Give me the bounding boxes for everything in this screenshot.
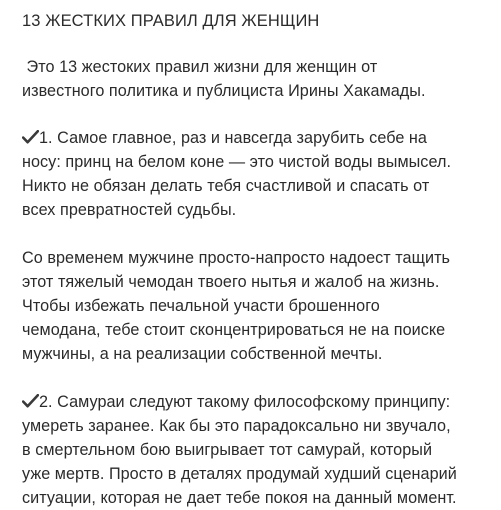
rule-1-line: 1. Самое главное, раз и навсегда зарубить себе на [39,129,427,147]
rule-1-cont-line: Со временем мужчине просто-напросто надоест тащить [22,249,451,267]
checkmark-icon [22,130,39,144]
rule-1-continued-paragraph [22,246,493,366]
rule-1-cont-line: этот тяжелый чемодан твоего нытья и жалоб на жизнь. [22,273,440,291]
rule-1-line: Никто не обязан делать тебя счастливой и спасать от [22,177,430,195]
rule-1-first-line [22,126,493,150]
intro-paragraph [22,55,493,103]
rule-1-cont-line: Чтобы избежать печальной участи брошенного [22,297,380,315]
rule-1-paragraph [22,126,493,222]
intro-line: известного политика и публициста Ирины Хакамады. [22,82,426,100]
rule-1-line: носу: принц на белом коне — это чистой воды вымысел. [22,153,452,171]
rule-2-line: ситуации, которая не дает тебе покоя на данный момент. [22,489,457,507]
article-title: 13 ЖЕСТКИХ ПРАВИЛ ДЛЯ ЖЕНЩИН [22,12,320,30]
paragraph-gap [22,222,493,246]
rule-2-line: уже мертв. Просто в деталях продумай худший сценарий [22,465,457,483]
rule-2-paragraph [22,390,493,510]
rule-1-cont-line: чемодана, тебе стоит сконцентрироваться не на поиске [22,321,446,339]
checkmark-icon [22,394,39,408]
intro-line: Это 13 жестоких правил жизни для женщин от [22,58,378,76]
rule-1-cont-line: мужчины, а на реализации собственной мечты. [22,345,383,363]
rule-2-line: 2. Самураи следуют такому философскому принципу: [39,393,451,411]
rule-2-line: в смертельном бою выигрывает тот самурай, который [22,441,433,459]
rule-2-line: умереть заранее. Как бы это парадоксально ни звучало, [22,417,451,435]
rule-2-first-line [22,390,493,414]
paragraph-gap [22,366,493,390]
rule-1-line: всех превратностей судьбы. [22,201,237,219]
